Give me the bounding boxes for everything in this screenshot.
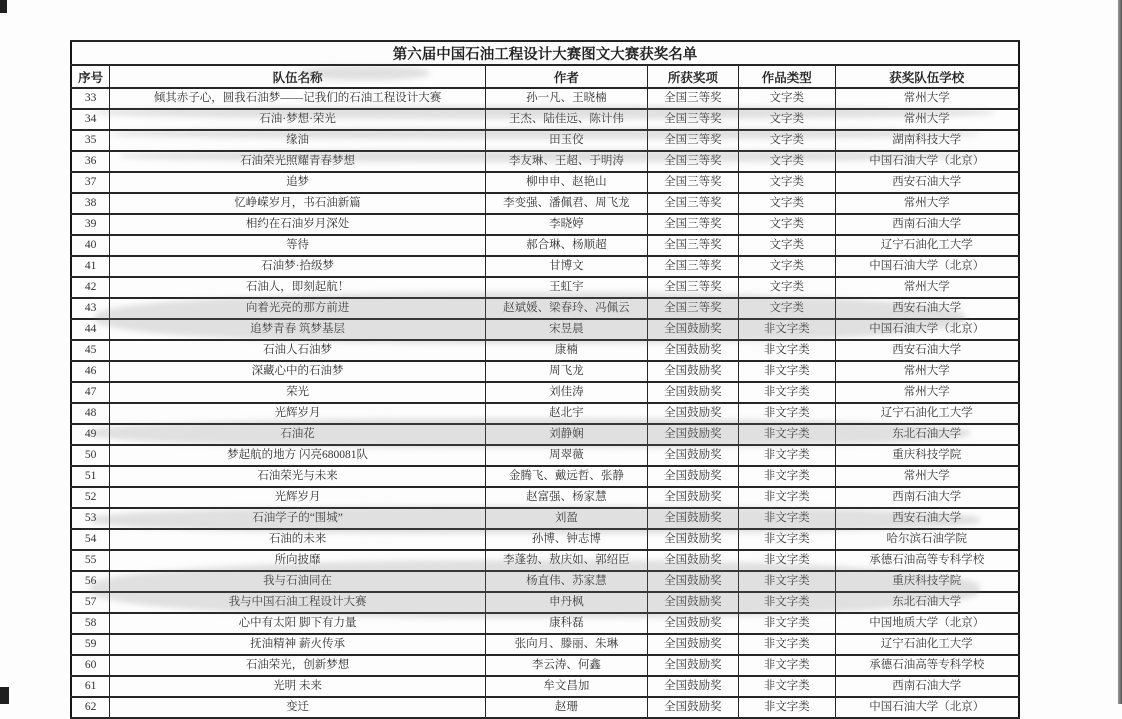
- table-cell: 36: [71, 151, 110, 172]
- table-cell: 非文字类: [738, 592, 835, 613]
- table-cell: 我与石油同在: [110, 571, 485, 592]
- table-row: [71, 109, 1019, 130]
- table-cell: 全国三等奖: [647, 88, 738, 109]
- table-cell: 金腾飞、戴远哲、张静: [485, 466, 647, 487]
- table-cell: 常州大学: [835, 277, 1019, 298]
- table-cell: 西安石油大学: [835, 340, 1019, 361]
- table-cell: 刘静娴: [485, 424, 647, 445]
- table-cell: 非文字类: [738, 655, 835, 676]
- table-cell: 等待: [110, 235, 485, 256]
- table-cell: 向着光亮的那方前进: [110, 298, 485, 319]
- table-cell: 文字类: [738, 298, 835, 319]
- table-cell: 55: [71, 550, 110, 571]
- table-cell: 文字类: [738, 256, 835, 277]
- table-cell: 全国鼓励奖: [647, 697, 738, 718]
- table-cell: 康科磊: [485, 613, 647, 634]
- award-table-body: [71, 88, 1019, 718]
- document-title: 第六届中国石油工程设计大赛图文大赛获奖名单: [71, 41, 1019, 65]
- table-cell: 全国鼓励奖: [647, 340, 738, 361]
- table-cell: 全国三等奖: [647, 130, 738, 151]
- table-cell: 全国鼓励奖: [647, 424, 738, 445]
- table-cell: 石油人，即刻起航！: [110, 277, 485, 298]
- table-cell: 全国鼓励奖: [647, 508, 738, 529]
- table-cell: 54: [71, 529, 110, 550]
- table-cell: 西南石油大学: [835, 676, 1019, 697]
- table-row: [71, 676, 1019, 697]
- table-row: [71, 361, 1019, 382]
- table-cell: 西南石油大学: [835, 214, 1019, 235]
- table-row: [71, 340, 1019, 361]
- table-cell: 非文字类: [738, 550, 835, 571]
- column-header-school: 获奖队伍学校: [835, 65, 1019, 88]
- table-cell: 文字类: [738, 109, 835, 130]
- table-cell: 40: [71, 235, 110, 256]
- table-row: [71, 508, 1019, 529]
- table-cell: 全国三等奖: [647, 151, 738, 172]
- table-cell: 宋昱晨: [485, 319, 647, 340]
- table-cell: 康楠: [485, 340, 647, 361]
- table-cell: 全国三等奖: [647, 298, 738, 319]
- table-cell: 全国三等奖: [647, 172, 738, 193]
- table-cell: 51: [71, 466, 110, 487]
- table-cell: 全国三等奖: [647, 109, 738, 130]
- table-cell: 文字类: [738, 193, 835, 214]
- table-cell: 非文字类: [738, 697, 835, 718]
- table-row: [71, 319, 1019, 340]
- table-row: [71, 88, 1019, 109]
- table-cell: 中国石油大学（北京）: [835, 151, 1019, 172]
- table-cell: 甘博文: [485, 256, 647, 277]
- table-cell: 非文字类: [738, 445, 835, 466]
- table-cell: 全国鼓励奖: [647, 361, 738, 382]
- table-cell: 全国三等奖: [647, 235, 738, 256]
- table-cell: 柳申申、赵艳山: [485, 172, 647, 193]
- table-cell: 周飞龙: [485, 361, 647, 382]
- table-cell: 李友琳、王超、于明涛: [485, 151, 647, 172]
- table-cell: 石油荣光与未来: [110, 466, 485, 487]
- column-header-team-name: 队伍名称: [110, 65, 485, 88]
- table-row: [71, 172, 1019, 193]
- table-cell: 石油荣光照耀青春梦想: [110, 151, 485, 172]
- table-cell: 50: [71, 445, 110, 466]
- table-cell: 心中有太阳 脚下有力量: [110, 613, 485, 634]
- table-cell: 全国鼓励奖: [647, 571, 738, 592]
- table-cell: 石油学子的“围城”: [110, 508, 485, 529]
- table-cell: 全国三等奖: [647, 256, 738, 277]
- table-cell: 41: [71, 256, 110, 277]
- table-cell: 承德石油高等专科学校: [835, 655, 1019, 676]
- table-cell: 文字类: [738, 214, 835, 235]
- table-row: [71, 487, 1019, 508]
- table-row: [71, 151, 1019, 172]
- table-cell: 文字类: [738, 88, 835, 109]
- table-cell: 光明 未来: [110, 676, 485, 697]
- table-cell: 34: [71, 109, 110, 130]
- table-row: [71, 613, 1019, 634]
- table-cell: 39: [71, 214, 110, 235]
- table-cell: 全国鼓励奖: [647, 592, 738, 613]
- table-cell: 东北石油大学: [835, 592, 1019, 613]
- table-cell: 赵富强、杨家慧: [485, 487, 647, 508]
- table-row: [71, 403, 1019, 424]
- table-cell: 非文字类: [738, 403, 835, 424]
- table-cell: 中国石油大学（北京）: [835, 256, 1019, 277]
- table-cell: 全国鼓励奖: [647, 634, 738, 655]
- table-cell: 刘佳涛: [485, 382, 647, 403]
- table-header-row: [71, 65, 1019, 88]
- table-cell: 全国鼓励奖: [647, 445, 738, 466]
- table-cell: 文字类: [738, 172, 835, 193]
- table-cell: 李蓬勃、敖庆如、郭绍臣: [485, 550, 647, 571]
- table-cell: 李晓婷: [485, 214, 647, 235]
- table-cell: 相约在石油岁月深处: [110, 214, 485, 235]
- award-table: [70, 40, 1020, 719]
- table-cell: 61: [71, 676, 110, 697]
- table-cell: 49: [71, 424, 110, 445]
- table-cell: 哈尔滨石油学院: [835, 529, 1019, 550]
- table-cell: 全国鼓励奖: [647, 613, 738, 634]
- table-cell: 王虹宇: [485, 277, 647, 298]
- column-header-award: 所获奖项: [647, 65, 738, 88]
- table-cell: 追梦青春 筑梦基层: [110, 319, 485, 340]
- table-cell: 重庆科技学院: [835, 445, 1019, 466]
- table-cell: 周翠薇: [485, 445, 647, 466]
- table-cell: 抚油精神 薪火传承: [110, 634, 485, 655]
- table-cell: 常州大学: [835, 88, 1019, 109]
- table-cell: 非文字类: [738, 361, 835, 382]
- table-cell: 湖南科技大学: [835, 130, 1019, 151]
- column-header-index: 序号: [71, 65, 110, 88]
- table-cell: 43: [71, 298, 110, 319]
- table-row: [71, 634, 1019, 655]
- table-cell: 石油的未来: [110, 529, 485, 550]
- table-cell: 文字类: [738, 151, 835, 172]
- table-cell: 我与中国石油工程设计大赛: [110, 592, 485, 613]
- table-row: [71, 445, 1019, 466]
- table-cell: 33: [71, 88, 110, 109]
- table-cell: 忆峥嵘岁月，书石油新篇: [110, 193, 485, 214]
- table-row: [71, 130, 1019, 151]
- table-cell: 非文字类: [738, 487, 835, 508]
- table-row: [71, 277, 1019, 298]
- table-cell: 42: [71, 277, 110, 298]
- table-cell: 37: [71, 172, 110, 193]
- table-cell: 田玉佼: [485, 130, 647, 151]
- table-cell: 牟文昌加: [485, 676, 647, 697]
- table-cell: 东北石油大学: [835, 424, 1019, 445]
- table-cell: 石油荣光，创新梦想: [110, 655, 485, 676]
- table-cell: 常州大学: [835, 361, 1019, 382]
- table-cell: 辽宁石油化工大学: [835, 634, 1019, 655]
- table-cell: 文字类: [738, 130, 835, 151]
- table-cell: 全国三等奖: [647, 214, 738, 235]
- table-cell: 赵珊: [485, 697, 647, 718]
- table-cell: 常州大学: [835, 466, 1019, 487]
- table-cell: 44: [71, 319, 110, 340]
- table-cell: 李云涛、何鑫: [485, 655, 647, 676]
- table-cell: 申丹枫: [485, 592, 647, 613]
- table-cell: 38: [71, 193, 110, 214]
- table-cell: 光辉岁月: [110, 403, 485, 424]
- table-cell: 杨直伟、苏家慧: [485, 571, 647, 592]
- table-cell: 全国鼓励奖: [647, 319, 738, 340]
- table-cell: 石油梦·拾级梦: [110, 256, 485, 277]
- table-cell: 常州大学: [835, 193, 1019, 214]
- table-row: [71, 571, 1019, 592]
- table-cell: 承德石油高等专科学校: [835, 550, 1019, 571]
- table-cell: 光辉岁月: [110, 487, 485, 508]
- table-cell: 45: [71, 340, 110, 361]
- table-cell: 全国鼓励奖: [647, 382, 738, 403]
- table-cell: 常州大学: [835, 382, 1019, 403]
- table-title-row: [71, 41, 1019, 65]
- table-cell: 全国三等奖: [647, 277, 738, 298]
- table-cell: 全国鼓励奖: [647, 487, 738, 508]
- table-cell: 刘盈: [485, 508, 647, 529]
- table-cell: 35: [71, 130, 110, 151]
- table-cell: 辽宁石油化工大学: [835, 403, 1019, 424]
- table-cell: 48: [71, 403, 110, 424]
- table-cell: 非文字类: [738, 676, 835, 697]
- table-cell: 常州大学: [835, 109, 1019, 130]
- table-row: [71, 382, 1019, 403]
- table-cell: 西安石油大学: [835, 172, 1019, 193]
- table-cell: 全国鼓励奖: [647, 466, 738, 487]
- table-cell: 53: [71, 508, 110, 529]
- table-row: [71, 592, 1019, 613]
- table-cell: 石油花: [110, 424, 485, 445]
- table-row: [71, 529, 1019, 550]
- table-cell: 全国鼓励奖: [647, 676, 738, 697]
- table-cell: 西安石油大学: [835, 298, 1019, 319]
- table-cell: 非文字类: [738, 571, 835, 592]
- table-cell: 缘油: [110, 130, 485, 151]
- table-cell: 全国鼓励奖: [647, 655, 738, 676]
- table-cell: 张向月、滕丽、朱琳: [485, 634, 647, 655]
- table-cell: 石油人石油梦: [110, 340, 485, 361]
- table-cell: 60: [71, 655, 110, 676]
- table-cell: 中国石油大学（北京）: [835, 319, 1019, 340]
- table-cell: 赵斌媛、梁春玲、冯佩云: [485, 298, 647, 319]
- table-cell: 赵北宇: [485, 403, 647, 424]
- table-cell: 47: [71, 382, 110, 403]
- column-header-author: 作者: [485, 65, 647, 88]
- table-row: [71, 256, 1019, 277]
- table-cell: 西安石油大学: [835, 508, 1019, 529]
- table-cell: 文字类: [738, 277, 835, 298]
- table-cell: 王杰、陆佳远、陈计伟: [485, 109, 647, 130]
- table-cell: 孙博、钟志博: [485, 529, 647, 550]
- table-cell: 文字类: [738, 235, 835, 256]
- table-row: [71, 298, 1019, 319]
- table-row: [71, 655, 1019, 676]
- table-cell: 非文字类: [738, 319, 835, 340]
- table-row: [71, 193, 1019, 214]
- table-row: [71, 697, 1019, 718]
- table-cell: 56: [71, 571, 110, 592]
- column-header-work-type: 作品类型: [738, 65, 835, 88]
- table-cell: 孙一凡、王晓楠: [485, 88, 647, 109]
- table-cell: 变迁: [110, 697, 485, 718]
- table-cell: 全国三等奖: [647, 193, 738, 214]
- table-cell: 辽宁石油化工大学: [835, 235, 1019, 256]
- table-cell: 全国鼓励奖: [647, 550, 738, 571]
- table-cell: 荣光: [110, 382, 485, 403]
- table-cell: 中国地质大学（北京）: [835, 613, 1019, 634]
- table-cell: 非文字类: [738, 613, 835, 634]
- table-cell: 非文字类: [738, 466, 835, 487]
- table-cell: 46: [71, 361, 110, 382]
- table-row: [71, 424, 1019, 445]
- table-cell: 深藏心中的石油梦: [110, 361, 485, 382]
- table-cell: 重庆科技学院: [835, 571, 1019, 592]
- table-cell: 西南石油大学: [835, 487, 1019, 508]
- table-cell: 非文字类: [738, 340, 835, 361]
- table-cell: 非文字类: [738, 634, 835, 655]
- table-cell: 59: [71, 634, 110, 655]
- table-cell: 倾其赤子心，圆我石油梦——记我们的石油工程设计大赛: [110, 88, 485, 109]
- table-cell: 李变强、潘佩君、周飞龙: [485, 193, 647, 214]
- table-cell: 所向披靡: [110, 550, 485, 571]
- table-cell: 梦起航的地方 闪亮680081队: [110, 445, 485, 466]
- table-cell: 石油·梦想·荣光: [110, 109, 485, 130]
- table-cell: 非文字类: [738, 529, 835, 550]
- table-row: [71, 466, 1019, 487]
- table-cell: 全国鼓励奖: [647, 403, 738, 424]
- table-cell: 中国石油大学（北京）: [835, 697, 1019, 718]
- table-row: [71, 550, 1019, 571]
- table-cell: 52: [71, 487, 110, 508]
- table-cell: 非文字类: [738, 508, 835, 529]
- table-cell: 全国鼓励奖: [647, 529, 738, 550]
- table-cell: 57: [71, 592, 110, 613]
- table-cell: 非文字类: [738, 382, 835, 403]
- table-cell: 追梦: [110, 172, 485, 193]
- table-cell: 非文字类: [738, 424, 835, 445]
- table-cell: 58: [71, 613, 110, 634]
- table-cell: 郝合琳、杨顺超: [485, 235, 647, 256]
- table-row: [71, 214, 1019, 235]
- table-row: [71, 235, 1019, 256]
- table-cell: 62: [71, 697, 110, 718]
